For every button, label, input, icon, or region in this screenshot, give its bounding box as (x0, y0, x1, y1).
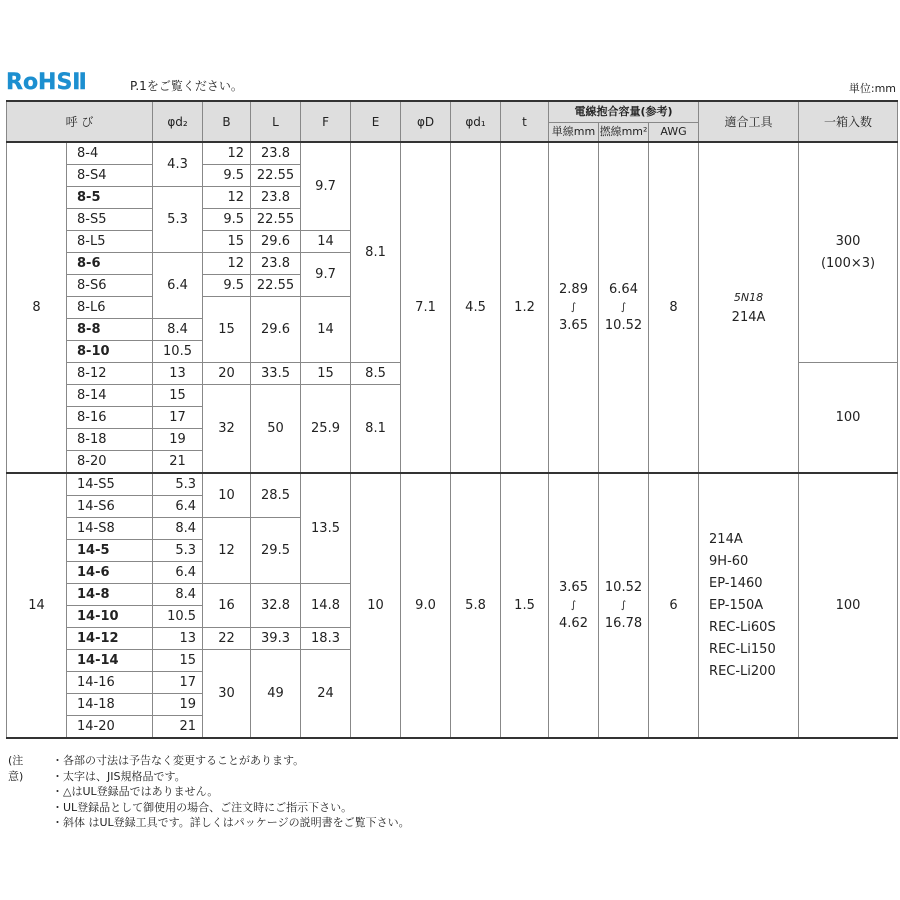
item-name: 8-20 (67, 451, 153, 474)
group-size: 14 (7, 473, 67, 738)
item-name: 8-S4 (67, 165, 153, 187)
cell-b: 12 (203, 187, 251, 209)
cell-d2: 10.5 (153, 606, 203, 628)
cell-l: 22.55 (251, 209, 301, 231)
single-min: 2.89 (559, 281, 588, 297)
cell-d2: 5.3 (153, 187, 203, 253)
item-name: 14-12 (67, 628, 153, 650)
cell-d2: 5.3 (153, 473, 203, 496)
cell-l: 29.6 (251, 231, 301, 253)
cell-d2: 15 (153, 385, 203, 407)
cell-t: 1.2 (501, 142, 549, 473)
cell-e: 8.5 (351, 363, 401, 385)
item-name: 14-6 (67, 562, 153, 584)
col-header-stranded: 撚線mm² (599, 123, 649, 143)
item-name: 8-5 (67, 187, 153, 209)
group-size: 8 (7, 142, 67, 473)
item-name: 14-S5 (67, 473, 153, 496)
cell-d2: 8.4 (153, 584, 203, 606)
cell-d2: 8.4 (153, 319, 203, 341)
cell-b: 12 (203, 518, 251, 584)
item-name: 8-4 (67, 142, 153, 165)
cell-e: 10 (351, 473, 401, 738)
ul-tool-italic: 5N18 (733, 290, 764, 304)
cell-tools (699, 142, 799, 473)
item-name: 14-S6 (67, 496, 153, 518)
cell-d2: 5.3 (153, 540, 203, 562)
note-item: ・斜体 はUL登録工具です。詳しくはパッケージの説明書をご覧下さい。 (52, 816, 410, 829)
cell-d2: 4.3 (153, 142, 203, 187)
stranded-max: 16.78 (604, 615, 643, 631)
cell-l: 22.55 (251, 165, 301, 187)
cell-f: 14.8 (301, 584, 351, 628)
single-max: 4.62 (559, 615, 588, 631)
cell-l: 23.8 (251, 142, 301, 165)
cell-d2: 8.4 (153, 518, 203, 540)
cell-d2: 19 (153, 429, 203, 451)
cell-l: 29.6 (251, 297, 301, 363)
cell-l: 39.3 (251, 628, 301, 650)
item-name: 8-12 (67, 363, 153, 385)
col-header-box: 一箱入数 (799, 101, 898, 142)
range-mark: ∫ (570, 599, 577, 611)
cell-awg: 6 (649, 473, 699, 738)
range-mark: ∫ (620, 301, 627, 313)
col-header-name: 呼 び (7, 101, 153, 142)
cell-d2: 6.4 (153, 496, 203, 518)
col-header-tool: 適合工具 (699, 101, 799, 142)
item-name: 14-10 (67, 606, 153, 628)
cell-d2: 10.5 (153, 341, 203, 363)
cell-f: 9.7 (301, 253, 351, 297)
note-item: ・太字は、JIS規格品です。 (52, 769, 186, 783)
stranded-max: 10.52 (604, 317, 643, 333)
col-header-phi-D: φD (401, 101, 451, 142)
cell-l: 32.8 (251, 584, 301, 628)
note-item: ・各部の寸法は予告なく変更することがあります。 (52, 754, 305, 767)
item-name: 8-L5 (67, 231, 153, 253)
cell-d2: 6.4 (153, 562, 203, 584)
cell-l: 33.5 (251, 363, 301, 385)
col-header-f: F (301, 101, 351, 142)
rohs-logo: RoHSⅡ (6, 70, 87, 95)
unit-label: 単位:mm (848, 82, 896, 95)
item-name: 14-16 (67, 672, 153, 694)
item-name: 8-16 (67, 407, 153, 429)
cell-f: 24 (301, 650, 351, 739)
item-name: 14-S8 (67, 518, 153, 540)
cell-awg: 8 (649, 142, 699, 473)
col-header-e: E (351, 101, 401, 142)
range-mark: ∫ (570, 301, 577, 313)
cell-d2: 17 (153, 672, 203, 694)
cell-d2: 6.4 (153, 253, 203, 319)
item-name: 14-14 (67, 650, 153, 672)
cell-box: 100 (799, 363, 898, 474)
cell-d2: 13 (153, 628, 203, 650)
cell-l: 22.55 (251, 275, 301, 297)
stranded-min: 10.52 (604, 579, 643, 595)
rohs-note: P.1をご覧ください。 (130, 79, 243, 93)
notes-list (52, 753, 552, 831)
cell-phi-D: 9.0 (401, 473, 451, 738)
cell-l: 29.5 (251, 518, 301, 584)
item-name: 8-6 (67, 253, 153, 275)
col-header-t: t (501, 101, 549, 142)
cell-f: 14 (301, 297, 351, 363)
item-name: 8-10 (67, 341, 153, 363)
cell-d2: 19 (153, 694, 203, 716)
item-name: 14-5 (67, 540, 153, 562)
item-name: 14-18 (67, 694, 153, 716)
cell-b: 9.5 (203, 165, 251, 187)
cell-single-range (549, 142, 599, 473)
spec-table (6, 100, 898, 739)
item-name: 8-8 (67, 319, 153, 341)
cell-b: 9.5 (203, 275, 251, 297)
item-name: 14-20 (67, 716, 153, 739)
single-max: 3.65 (559, 317, 588, 333)
cell-b: 16 (203, 584, 251, 628)
cell-t: 1.5 (501, 473, 549, 738)
cell-d2: 21 (153, 451, 203, 474)
note-item: ・UL登録品として御使用の場合、ご注文時にご指示下さい。 (52, 800, 353, 814)
col-header-single: 単線mm (549, 123, 599, 143)
cell-e: 8.1 (351, 385, 401, 474)
cell-b: 20 (203, 363, 251, 385)
item-name: 14-8 (67, 584, 153, 606)
col-header-phi-d1: φd₁ (451, 101, 501, 142)
cell-f: 18.3 (301, 628, 351, 650)
cell-f: 15 (301, 363, 351, 385)
cell-l: 23.8 (251, 187, 301, 209)
cell-stranded-range (599, 142, 649, 473)
cell-l: 28.5 (251, 473, 301, 518)
col-header-phi-d2: φd₂ (153, 101, 203, 142)
item-name: 8-S5 (67, 209, 153, 231)
cell-b: 12 (203, 142, 251, 165)
item-name: 8-S6 (67, 275, 153, 297)
cell-b: 12 (203, 253, 251, 275)
cell-b: 30 (203, 650, 251, 739)
cell-box: 300 (100×3) (799, 142, 898, 363)
tool-name: 214A (731, 309, 766, 325)
col-header-capacity: 電線抱合容量(参考) (549, 101, 699, 123)
item-name: 8-14 (67, 385, 153, 407)
stranded-min: 6.64 (609, 281, 638, 297)
cell-f: 25.9 (301, 385, 351, 474)
cell-b: 22 (203, 628, 251, 650)
col-header-l: L (251, 101, 301, 142)
cell-tools: 214A 9H-60 EP-1460 EP-150A REC-Li60S REC-Li150 REC-Li200 (699, 473, 799, 738)
cell-stranded-range (599, 473, 649, 738)
cell-d2: 21 (153, 716, 203, 739)
col-header-b: B (203, 101, 251, 142)
cell-phi-d1: 4.5 (451, 142, 501, 473)
single-min: 3.65 (559, 579, 588, 595)
cell-b: 15 (203, 297, 251, 363)
cell-d2: 13 (153, 363, 203, 385)
cell-f: 13.5 (301, 473, 351, 584)
cell-l: 23.8 (251, 253, 301, 275)
cell-e: 8.1 (351, 142, 401, 363)
cell-box: 100 (799, 473, 898, 738)
notes-label: (注意) (8, 754, 24, 783)
cell-b: 32 (203, 385, 251, 474)
header-bar (0, 68, 900, 98)
range-mark: ∫ (620, 599, 627, 611)
cell-l: 49 (251, 650, 301, 739)
item-name: 8-18 (67, 429, 153, 451)
cell-b: 9.5 (203, 209, 251, 231)
cell-d2: 17 (153, 407, 203, 429)
cell-phi-d1: 5.8 (451, 473, 501, 738)
cell-single-range (549, 473, 599, 738)
cell-phi-D: 7.1 (401, 142, 451, 473)
note-item: ・△はUL登録品ではありません。 (52, 785, 219, 798)
cell-d2: 15 (153, 650, 203, 672)
cell-f: 9.7 (301, 142, 351, 231)
cell-l: 50 (251, 385, 301, 474)
cell-b: 15 (203, 231, 251, 253)
cell-f: 14 (301, 231, 351, 253)
col-header-awg: AWG (649, 123, 699, 143)
cell-b: 10 (203, 473, 251, 518)
item-name: 8-L6 (67, 297, 153, 319)
